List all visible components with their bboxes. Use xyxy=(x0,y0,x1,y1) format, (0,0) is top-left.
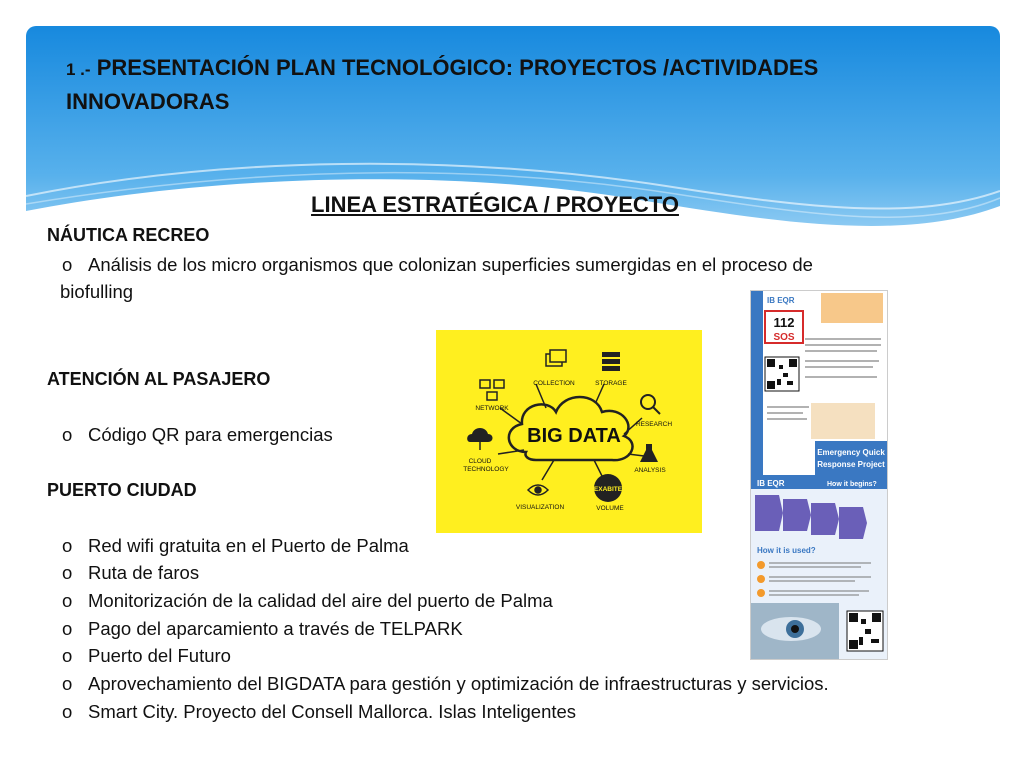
visualization-icon xyxy=(528,485,548,495)
title-text: PRESENTACIÓN PLAN TECNOLÓGICO: PROYECTOS /ACTIVIDADES INNOVADORAS xyxy=(66,55,819,114)
poster-how-used: How it is used? xyxy=(757,546,816,555)
puerto-item-3 xyxy=(62,590,553,612)
puerto-item-1 xyxy=(62,535,409,557)
label-visualization: VISUALIZATION xyxy=(515,504,565,511)
puerto-item-7 xyxy=(62,701,576,723)
bullet-symbol: o xyxy=(62,424,73,445)
poster-brand-bottom: IB EQR xyxy=(757,479,785,488)
poster-sos-text: SOS xyxy=(773,332,795,343)
label-research: RESEARCH xyxy=(635,421,673,428)
puerto-item-3-text: Monitorización de la calidad del aire del puerto de Palma xyxy=(88,590,553,611)
atencion-item-1-text: Código QR para emergencias xyxy=(88,424,333,445)
category-nautica-heading: NÁUTICA RECREO xyxy=(47,225,210,245)
poster-photo xyxy=(811,403,875,439)
bullet-symbol: o xyxy=(62,590,73,611)
puerto-item-2-text: Ruta de faros xyxy=(88,562,200,583)
storage-icon xyxy=(602,352,620,371)
emergency-qr-poster xyxy=(750,290,888,660)
collection-icon xyxy=(546,350,566,366)
nautica-item-1-line2: biofulling xyxy=(60,281,134,302)
poster-caption-1: Emergency Quick xyxy=(817,448,885,457)
puerto-item-6 xyxy=(62,673,829,695)
bigdata-center-text: BIG DATA xyxy=(527,425,621,447)
puerto-item-5-text: Puerto del Futuro xyxy=(88,645,231,666)
puerto-item-7-text: Smart City. Proyecto del Consell Mallorca. Islas Inteligentes xyxy=(88,701,577,722)
research-icon xyxy=(641,395,660,414)
nautica-item-1-line1 xyxy=(62,254,813,276)
puerto-item-4-text: Pago del aparcamiento a través de TELPARK xyxy=(88,618,463,639)
poster-how-begins: How it begins? xyxy=(827,481,877,488)
network-icon xyxy=(480,380,504,400)
slide-title xyxy=(66,52,946,118)
analysis-icon xyxy=(640,444,658,462)
bigdata-image xyxy=(436,330,702,533)
puerto-item-5 xyxy=(62,645,231,667)
label-exabyte: EXABITE xyxy=(593,486,623,493)
poster-brand-top: IB EQR xyxy=(767,296,795,305)
label-cloud-2: TECHNOLOGY xyxy=(463,466,509,473)
puerto-item-4 xyxy=(62,618,463,640)
bullet-symbol: o xyxy=(62,673,73,694)
label-cloud-1: CLOUD xyxy=(468,458,492,465)
label-network: NETWORK xyxy=(475,405,509,412)
puerto-item-2 xyxy=(62,562,199,584)
puerto-item-1-text: Red wifi gratuita en el Puerto de Palma xyxy=(88,535,409,556)
bullet-symbol: o xyxy=(62,618,73,639)
label-volume: VOLUME xyxy=(596,505,624,512)
bullet-symbol: o xyxy=(62,562,73,583)
qr-code-icon-bottom xyxy=(847,611,883,651)
category-puerto-heading: PUERTO CIUDAD xyxy=(47,480,197,500)
label-collection: COLLECTION xyxy=(533,380,575,387)
poster-illustration xyxy=(821,293,883,323)
section-heading: LINEA ESTRATÉGICA / PROYECTO xyxy=(311,192,679,217)
label-analysis: ANALYSIS xyxy=(634,467,666,474)
category-atencion-heading: ATENCIÓN AL PASAJERO xyxy=(47,369,271,389)
poster-caption-2: Response Project xyxy=(817,460,885,469)
cloud-technology-icon xyxy=(467,428,492,450)
bullet-symbol: o xyxy=(62,254,73,275)
bullet-symbol: o xyxy=(62,535,73,556)
title-number: 1 .- xyxy=(66,60,91,79)
nautica-item-1-text: Análisis de los micro organismos que colonizan superficies sumergidas en el proceso de xyxy=(88,254,813,275)
atencion-item-1 xyxy=(62,424,333,446)
bullet-symbol: o xyxy=(62,645,73,666)
bullet-symbol: o xyxy=(62,701,73,722)
qr-code-icon-top xyxy=(765,357,799,391)
puerto-item-6-text: Aprovechamiento del BIGDATA para gestión y optimización de infraestructuras y servicios. xyxy=(88,673,829,694)
label-storage: STORAGE xyxy=(595,380,627,387)
poster-sos-number: 112 xyxy=(773,315,795,330)
